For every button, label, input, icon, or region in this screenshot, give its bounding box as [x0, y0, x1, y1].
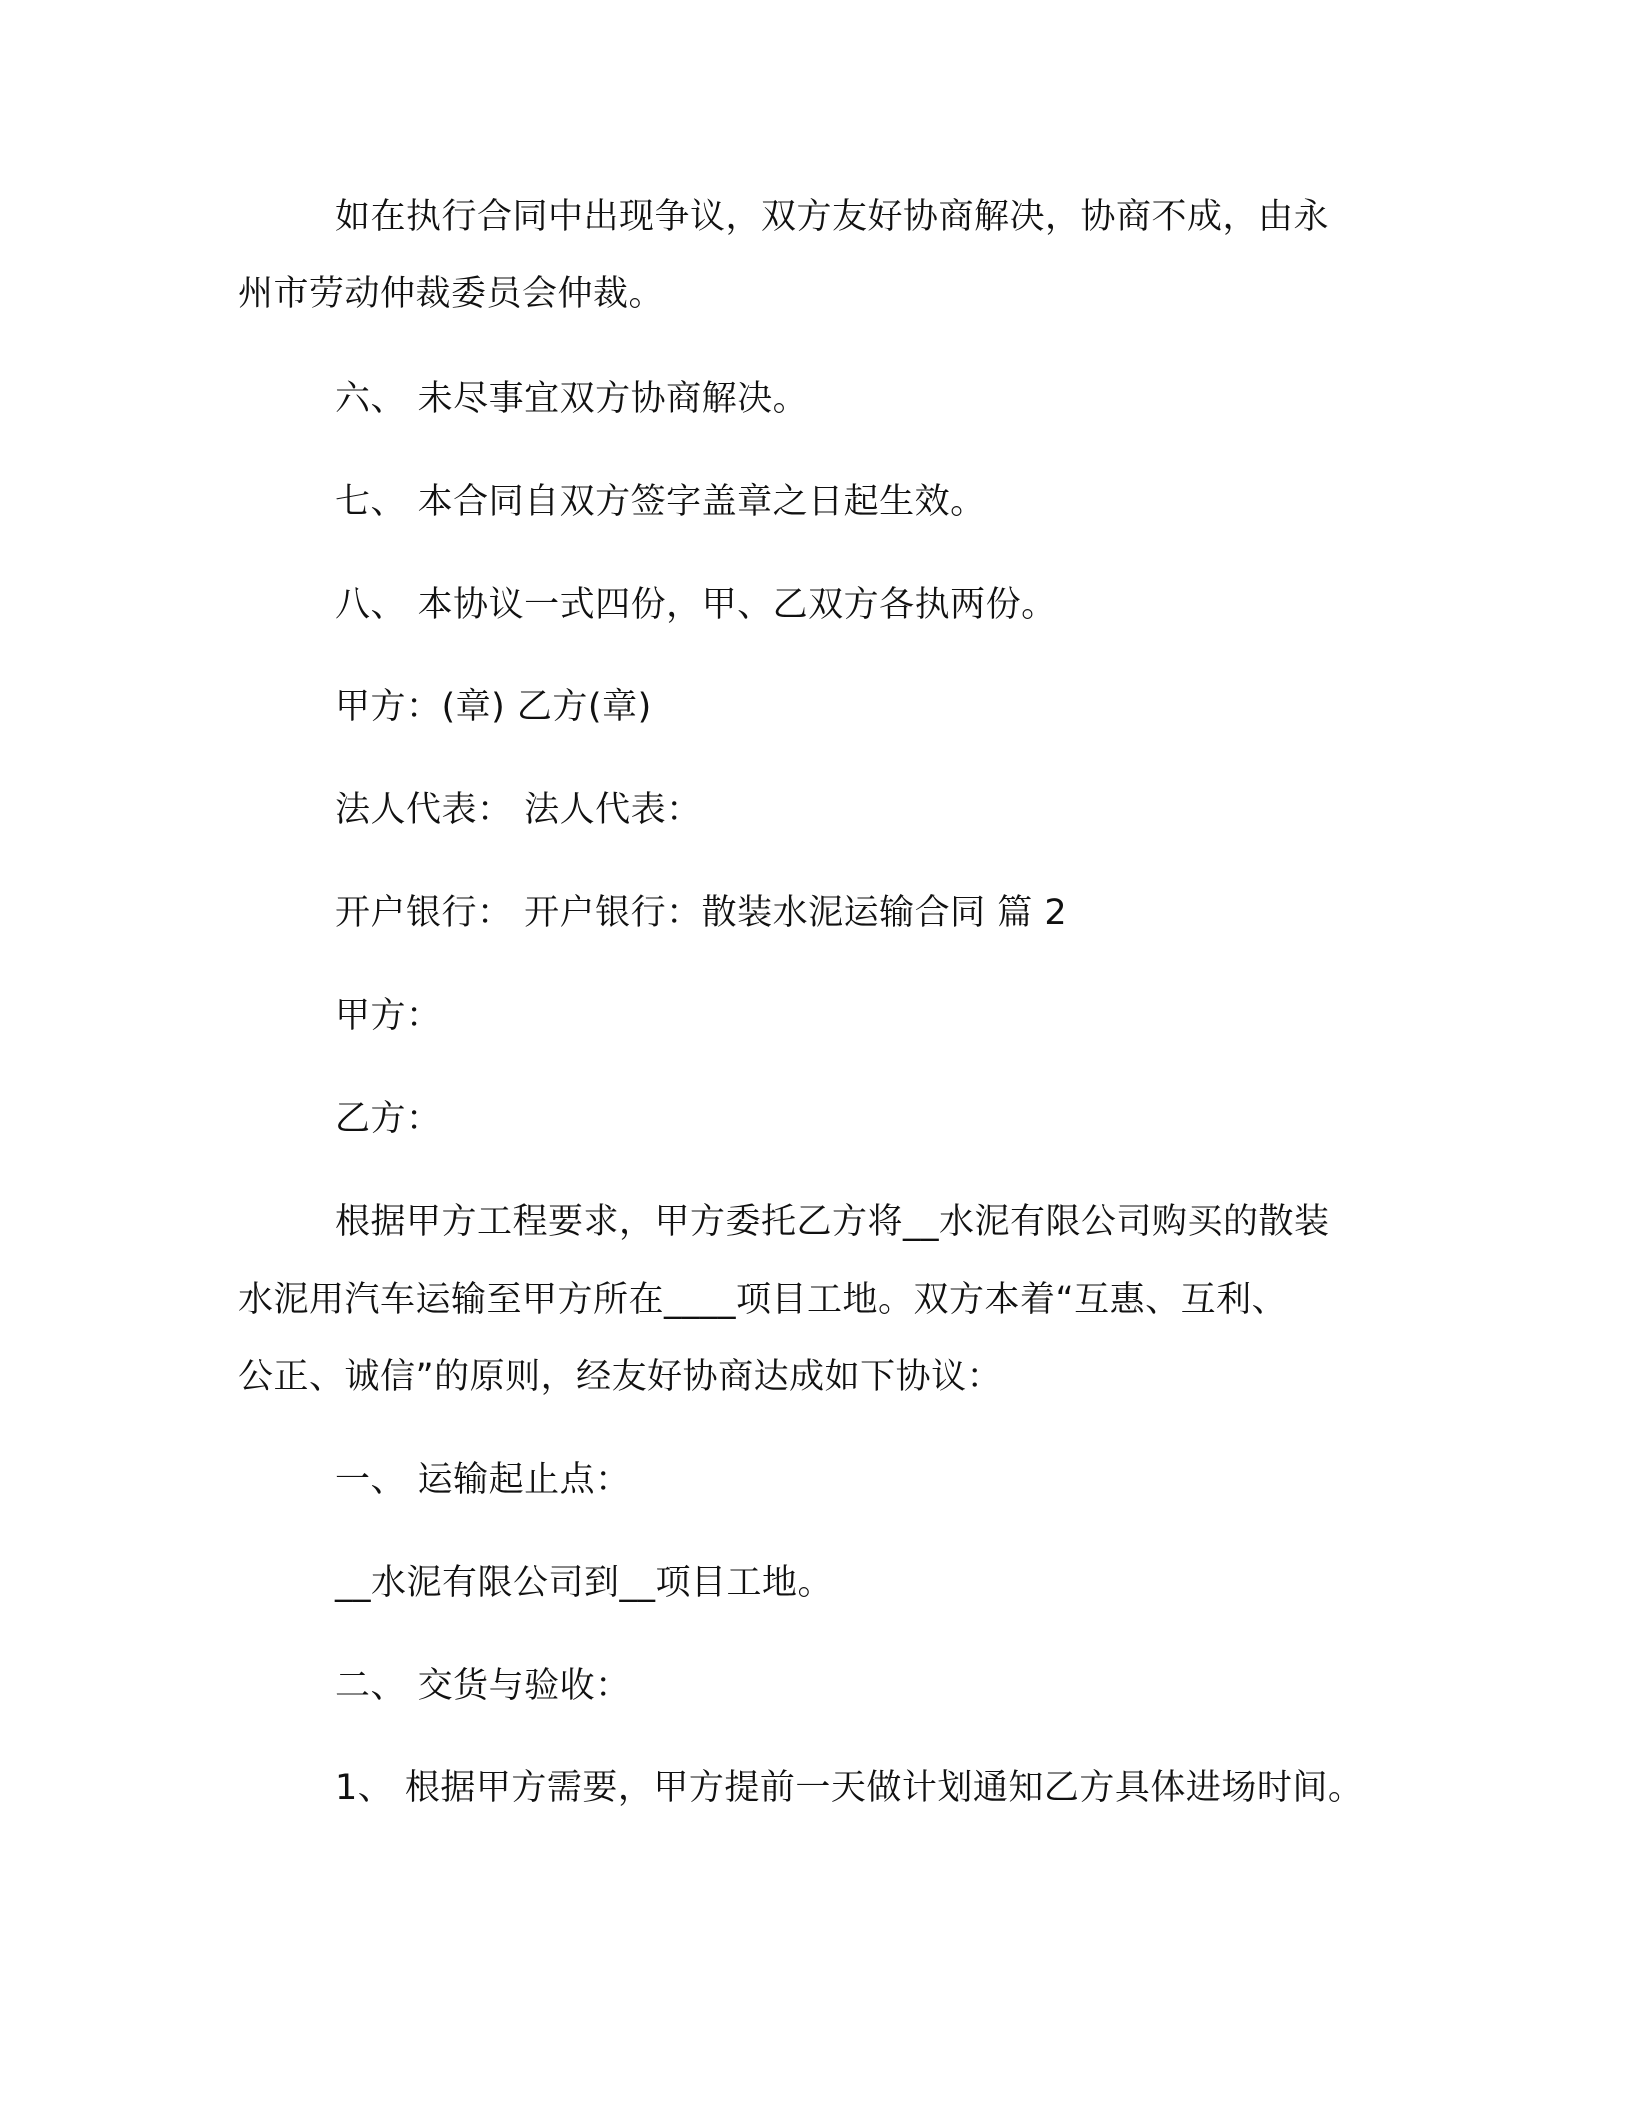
party-a-line: 甲方：	[335, 996, 442, 1036]
section-one-heading: 一、 运输起止点：	[335, 1460, 631, 1500]
party-b-line: 乙方：	[335, 1099, 442, 1139]
bank-account-line: 开户银行： 开户银行：散装水泥运输合同 篇 2	[335, 893, 1068, 933]
section-two-heading: 二、 交货与验收：	[335, 1666, 631, 1706]
clause-seven: 七、 本合同自双方签字盖章之日起生效。	[335, 482, 986, 522]
agreement-intro-line-3: 公正、诚信”的原则，经友好协商达成如下协议：	[238, 1357, 1003, 1397]
legal-representative-line: 法人代表： 法人代表：	[335, 790, 702, 830]
paragraph-dispute-line-1: 如在执行合同中出现争议，双方友好协商解决，协商不成，由永	[335, 197, 1330, 237]
clause-eight: 八、 本协议一式四份，甲、乙双方各执两份。	[335, 585, 1057, 625]
party-seal-line: 甲方：(章) 乙方(章)	[335, 687, 652, 727]
section-one-content: __水泥有限公司到__项目工地。	[335, 1563, 834, 1603]
clause-six: 六、 未尽事宜双方协商解决。	[335, 379, 809, 419]
agreement-intro-line-1: 根据甲方工程要求，甲方委托乙方将__水泥有限公司购买的散装	[335, 1202, 1330, 1242]
paragraph-dispute-line-2: 州市劳动仲裁委员会仲裁。	[238, 274, 665, 314]
section-two-item-1: 1、 根据甲方需要，甲方提前一天做计划通知乙方具体进场时间。	[335, 1768, 1364, 1808]
agreement-intro-line-2: 水泥用汽车运输至甲方所在____项目工地。双方本着“互惠、互利、	[238, 1280, 1288, 1320]
